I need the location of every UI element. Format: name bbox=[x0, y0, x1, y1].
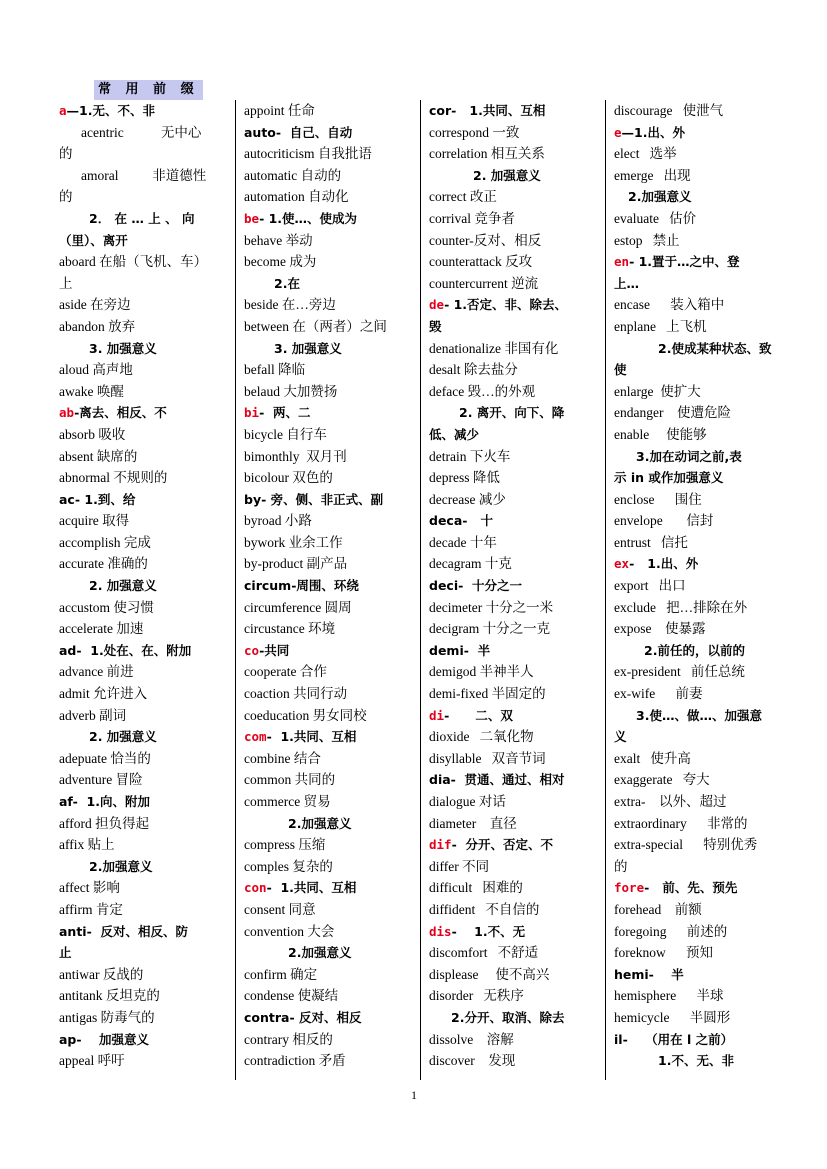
word-entry: correct 改正 bbox=[429, 189, 497, 205]
prefix-heading bbox=[244, 726, 404, 748]
prefix-label: fore bbox=[614, 880, 645, 896]
prefix-meaning: demi- 半 bbox=[429, 642, 491, 658]
word-entry: between 在（两者）之间 bbox=[244, 318, 387, 334]
sense-heading: 低、减少 bbox=[429, 426, 480, 442]
prefix-heading bbox=[244, 489, 404, 511]
word-entry: accurate 准确的 bbox=[59, 556, 148, 572]
word-entry: autocriticism 自我批语 bbox=[244, 146, 372, 162]
prefix-heading bbox=[429, 705, 589, 727]
word-entry: aside 在旁边 bbox=[59, 297, 131, 313]
prefix-meaning: af- 1.向、附加 bbox=[59, 794, 150, 809]
sense-heading: 3.加在动词之前,表 bbox=[636, 448, 742, 464]
sense-heading: 2. 离开、向下、降 bbox=[459, 405, 565, 421]
word-entry: diameter 直径 bbox=[429, 815, 517, 831]
prefix-meaning: -离去、相反、不 bbox=[74, 405, 167, 421]
word-entry: coaction 共同行动 bbox=[244, 686, 348, 702]
word-entry: evaluate 估价 bbox=[614, 210, 697, 226]
prefix-meaning: ac- 1.到、给 bbox=[59, 491, 136, 507]
word-entry: demigod 半神半人 bbox=[429, 664, 534, 680]
word-entry: emerge 出现 bbox=[614, 167, 691, 183]
word-entry: elect 选举 bbox=[614, 146, 677, 162]
prefix-heading bbox=[244, 1007, 404, 1029]
prefix-label: ab bbox=[59, 405, 75, 421]
sense-heading: 使 bbox=[614, 362, 627, 378]
word-entry: entrust 信托 bbox=[614, 534, 688, 550]
word-entry: afford 担负得起 bbox=[59, 815, 150, 831]
word-entry: automatic 自动的 bbox=[244, 167, 342, 183]
sense-heading: 2． 在 … 上 、 向 bbox=[89, 210, 195, 226]
word-entry: decagram 十克 bbox=[429, 556, 512, 572]
prefix-heading bbox=[614, 1029, 774, 1051]
word-entry: endanger 使遭危险 bbox=[614, 405, 731, 421]
prefix-meaning: - 1.否定、非、除去、 bbox=[444, 297, 568, 313]
word-entry: belaud 大加赞扬 bbox=[244, 383, 338, 399]
word-entry: amoral 非道德性 bbox=[81, 167, 207, 183]
word-entry: estop 禁止 bbox=[614, 232, 680, 248]
word-entry: discover 发现 bbox=[429, 1053, 516, 1069]
word-entry: circustance 环境 bbox=[244, 621, 336, 637]
word-entry: discomfort 不舒适 bbox=[429, 945, 539, 961]
word-entry: become 成为 bbox=[244, 254, 317, 270]
prefix-meaning: - 二、双 bbox=[444, 707, 513, 723]
prefix-heading bbox=[429, 921, 589, 943]
prefix-meaning: dia- 贯通、通过、相对 bbox=[429, 772, 565, 788]
prefix-meaning: cor- 1.共同、互相 bbox=[429, 103, 546, 118]
prefix-meaning: - 前、先、预先 bbox=[644, 880, 738, 896]
prefix-meaning: by- 旁、侧、非正式、副 bbox=[244, 491, 384, 507]
prefix-meaning: contra- 反对、相反 bbox=[244, 1009, 362, 1025]
prefix-heading bbox=[614, 964, 774, 986]
word-entry: decimeter 十分之一米 bbox=[429, 599, 554, 615]
prefix-meaning: —1.无、不、非 bbox=[66, 103, 155, 118]
word-entry: counterattack 反攻 bbox=[429, 254, 533, 270]
sense-heading: 2.加强意义 bbox=[288, 945, 352, 961]
word-entry: compress 压缩 bbox=[244, 837, 326, 853]
word-entry: hemisphere 半球 bbox=[614, 988, 724, 1004]
word-entry: correlation 相互关系 bbox=[429, 146, 545, 162]
word-entry: hemicycle 半圆形 bbox=[614, 1009, 731, 1025]
prefix-heading bbox=[244, 122, 404, 144]
word-entry: deface 毁…的外观 bbox=[429, 383, 536, 399]
word-entry: bywork 业余工作 bbox=[244, 534, 343, 550]
sense-heading: 2.在 bbox=[274, 275, 300, 291]
sense-heading: 2. 加强意义 bbox=[89, 578, 157, 594]
word-entry: acquire 取得 bbox=[59, 513, 130, 529]
word-entry: confirm 确定 bbox=[244, 966, 318, 982]
word-entry: beside 在…旁边 bbox=[244, 297, 336, 313]
prefix-meaning: circum-周围、环绕 bbox=[244, 578, 359, 594]
prefix-heading bbox=[59, 402, 219, 424]
prefix-meaning: - 1.使…、使成为 bbox=[259, 210, 358, 226]
word-entry: accustom 使习惯 bbox=[59, 599, 154, 615]
word-continuation: 的 bbox=[59, 146, 73, 162]
word-entry: acentric 无中心 bbox=[81, 124, 202, 140]
word-entry: aboard 在船（飞机、车） bbox=[59, 254, 208, 270]
word-entry: contradiction 矛盾 bbox=[244, 1053, 346, 1069]
sense-heading: 1.不、无、非 bbox=[658, 1053, 734, 1069]
sense-heading: 3. 加强意义 bbox=[274, 340, 342, 356]
word-entry: convention 大会 bbox=[244, 923, 335, 939]
prefix-label: com bbox=[244, 729, 267, 745]
word-entry: affect 影响 bbox=[59, 880, 120, 896]
word-entry: ex-wife 前妻 bbox=[614, 686, 703, 702]
column-2 bbox=[235, 100, 404, 1080]
prefix-meaning: —1.出、外 bbox=[621, 124, 685, 140]
word-entry: accelerate 加速 bbox=[59, 621, 144, 637]
sense-heading: 毁 bbox=[429, 318, 442, 334]
word-entry: desalt 除去盐分 bbox=[429, 362, 518, 378]
prefix-heading bbox=[59, 640, 219, 662]
word-entry: bicycle 自行车 bbox=[244, 426, 327, 442]
word-entry: countercurrent 逆流 bbox=[429, 275, 539, 291]
sense-heading: （里）、离开 bbox=[59, 232, 128, 248]
word-entry: expose 使暴露 bbox=[614, 621, 706, 637]
word-entry: foregoing 前述的 bbox=[614, 923, 728, 939]
prefix-label: dif bbox=[429, 837, 452, 853]
prefix-heading bbox=[429, 100, 589, 122]
prefix-heading bbox=[59, 1029, 219, 1051]
word-entry: displease 使不高兴 bbox=[429, 966, 550, 982]
column-4 bbox=[605, 100, 774, 1080]
word-entry: antigas 防毒气的 bbox=[59, 1009, 155, 1025]
sense-heading: 3.使…、做…、加强意 bbox=[636, 707, 762, 723]
word-entry: denationalize 非国有化 bbox=[429, 340, 559, 356]
word-entry: extra-special 特别优秀 bbox=[614, 837, 758, 853]
prefix-heading bbox=[429, 575, 589, 597]
prefix-meaning: - 1.共同、互相 bbox=[266, 729, 357, 745]
prefix-meaning: il- （用在 l 之前） bbox=[614, 1031, 734, 1047]
word-entry: disorder 无秩序 bbox=[429, 988, 524, 1004]
column-3 bbox=[420, 100, 589, 1080]
sense-heading: 2.加强意义 bbox=[628, 189, 692, 205]
sense-heading: 义 bbox=[614, 729, 627, 745]
word-entry: envelope 信封 bbox=[614, 513, 714, 529]
word-entry: antitank 反坦克的 bbox=[59, 988, 160, 1004]
prefix-heading bbox=[429, 640, 589, 662]
word-entry: accomplish 完成 bbox=[59, 534, 151, 550]
word-entry: admit 允许进入 bbox=[59, 686, 148, 702]
word-entry: decrease 减少 bbox=[429, 491, 506, 507]
word-entry: decade 十年 bbox=[429, 534, 497, 550]
word-entry: adepuate 恰当的 bbox=[59, 750, 151, 766]
prefix-heading bbox=[244, 877, 404, 899]
word-entry: behave 举动 bbox=[244, 232, 313, 248]
prefix-heading bbox=[614, 251, 774, 273]
word-entry: dissolve 溶解 bbox=[429, 1031, 514, 1047]
word-entry: awake 唤醒 bbox=[59, 383, 124, 399]
word-entry: cooperate 合作 bbox=[244, 664, 327, 680]
prefix-label: dis bbox=[429, 923, 452, 939]
sense-heading: 止 bbox=[59, 945, 72, 961]
word-entry: affix 贴上 bbox=[59, 837, 115, 853]
prefix-heading bbox=[244, 208, 404, 230]
word-entry: discourage 使泄气 bbox=[614, 103, 724, 118]
prefix-heading bbox=[244, 640, 404, 662]
word-entry: counter-反对、相反 bbox=[429, 232, 542, 248]
prefix-meaning: ap- 加强意义 bbox=[59, 1031, 149, 1047]
word-entry: abandon 放弃 bbox=[59, 318, 136, 334]
word-entry: detrain 下火车 bbox=[429, 448, 511, 464]
sense-heading: 3. 加强意义 bbox=[89, 340, 157, 356]
word-entry: disyllable 双音节词 bbox=[429, 750, 546, 766]
prefix-meaning: - 1.共同、互相 bbox=[266, 880, 357, 896]
word-entry: dioxide 二氧化物 bbox=[429, 729, 534, 745]
sense-heading: 2. 加强意义 bbox=[89, 729, 157, 745]
word-entry: differ 不同 bbox=[429, 858, 490, 874]
prefix-heading bbox=[429, 294, 589, 316]
prefix-heading bbox=[244, 575, 404, 597]
prefix-label: bi bbox=[244, 405, 260, 421]
word-entry: difficult 困难的 bbox=[429, 880, 523, 896]
word-entry: extra- 以外、超过 bbox=[614, 794, 727, 809]
word-entry: ex-president 前任总统 bbox=[614, 664, 745, 680]
word-entry: forehead 前额 bbox=[614, 901, 702, 917]
word-entry: common 共同的 bbox=[244, 772, 336, 788]
prefix-label: ex bbox=[614, 556, 630, 572]
word-entry: appeal 呼吁 bbox=[59, 1053, 125, 1069]
word-entry: enlarge 使扩大 bbox=[614, 383, 701, 399]
word-entry: correspond 一致 bbox=[429, 124, 520, 140]
word-continuation: 的 bbox=[59, 189, 73, 205]
prefix-heading bbox=[614, 553, 774, 575]
word-entry: corrival 竞争者 bbox=[429, 210, 515, 226]
word-entry: affirm 肯定 bbox=[59, 901, 123, 917]
word-entry: enable 使能够 bbox=[614, 426, 707, 442]
word-entry: adverb 副词 bbox=[59, 707, 127, 723]
word-entry: absorb 吸收 bbox=[59, 426, 126, 442]
sense-heading: 2.前任的，以前的 bbox=[644, 642, 745, 658]
prefix-meaning: - 两、二 bbox=[259, 405, 311, 421]
word-entry: encase 装入箱中 bbox=[614, 297, 725, 313]
word-entry: appoint 任命 bbox=[244, 103, 315, 118]
prefix-label: a bbox=[59, 103, 67, 118]
prefix-label: co bbox=[244, 642, 260, 658]
word-entry: dialogue 对话 bbox=[429, 794, 506, 809]
sense-heading: 2.分开、取消、除去 bbox=[451, 1009, 565, 1025]
sense-heading: 2.使成某种状态、致 bbox=[658, 340, 772, 356]
word-entry: export 出口 bbox=[614, 578, 686, 594]
word-entry: combine 结合 bbox=[244, 750, 321, 766]
word-entry: foreknow 预知 bbox=[614, 945, 713, 961]
prefix-meaning: ad- 1.处在、在、附加 bbox=[59, 642, 192, 658]
word-entry: aloud 高声地 bbox=[59, 362, 133, 378]
prefix-label: en bbox=[614, 254, 630, 270]
prefix-meaning: anti- 反对、相反、防 bbox=[59, 923, 188, 939]
prefix-heading bbox=[429, 769, 589, 791]
prefix-label: be bbox=[244, 210, 260, 226]
word-entry: exclude 把…排除在外 bbox=[614, 599, 748, 615]
word-entry: depress 降低 bbox=[429, 470, 500, 486]
word-continuation: 的 bbox=[614, 858, 628, 874]
word-entry: abnormal 不规则的 bbox=[59, 470, 168, 486]
word-entry: advance 前进 bbox=[59, 664, 134, 680]
word-entry: befall 降临 bbox=[244, 362, 306, 378]
word-entry: contrary 相反的 bbox=[244, 1031, 333, 1047]
word-entry: automation 自动化 bbox=[244, 189, 349, 205]
sense-heading: 2.加强意义 bbox=[288, 815, 352, 831]
word-entry: bicolour 双色的 bbox=[244, 470, 333, 486]
word-entry: consent 同意 bbox=[244, 901, 316, 917]
prefix-label: di bbox=[429, 707, 445, 723]
prefix-heading bbox=[614, 877, 774, 899]
word-entry: enplane 上飞机 bbox=[614, 318, 707, 334]
prefix-heading bbox=[59, 921, 219, 943]
page-number: 1 bbox=[411, 1088, 417, 1102]
word-entry: comples 复杂的 bbox=[244, 858, 333, 874]
word-entry: circumference 圆周 bbox=[244, 599, 352, 615]
word-continuation: 上 bbox=[59, 275, 73, 291]
prefix-heading bbox=[59, 791, 219, 813]
prefix-heading bbox=[59, 489, 219, 511]
prefix-heading bbox=[59, 100, 219, 122]
sense-heading: 2. 加强意义 bbox=[473, 167, 541, 183]
prefix-label: e bbox=[614, 124, 622, 140]
prefix-meaning: - 1.出、外 bbox=[629, 556, 699, 572]
prefix-meaning: deca- 十 bbox=[429, 513, 494, 529]
word-entry: exalt 使升高 bbox=[614, 750, 691, 766]
word-entry: adventure 冒险 bbox=[59, 772, 143, 788]
prefix-meaning: -共同 bbox=[259, 642, 290, 658]
word-entry: exaggerate 夸大 bbox=[614, 772, 710, 788]
word-entry: condense 使凝结 bbox=[244, 988, 339, 1004]
sense-heading: 2.加强意义 bbox=[89, 858, 153, 874]
prefix-meaning: - 分开、否定、不 bbox=[451, 837, 553, 853]
word-entry: coeducation 男女同校 bbox=[244, 707, 367, 723]
prefix-heading bbox=[614, 122, 774, 144]
prefix-meaning: deci- 十分之一 bbox=[429, 578, 523, 594]
word-entry: decigram 十分之一克 bbox=[429, 621, 551, 637]
prefix-meaning: auto- 自己、自动 bbox=[244, 124, 353, 140]
word-entry: extraordinary 非常的 bbox=[614, 815, 748, 831]
word-entry: bimonthly 双月刊 bbox=[244, 448, 347, 464]
column-1 bbox=[59, 100, 219, 1072]
prefix-meaning: hemi- 半 bbox=[614, 966, 684, 982]
prefix-label: con bbox=[244, 880, 267, 896]
word-entry: antiwar 反战的 bbox=[59, 966, 144, 982]
prefix-meaning: - 1.不、无 bbox=[451, 923, 526, 939]
sense-heading: 示 in 或作加强意义 bbox=[614, 470, 724, 486]
prefix-meaning: - 1.置于…之中、登 bbox=[629, 254, 740, 270]
word-entry: enclose 围住 bbox=[614, 491, 702, 507]
prefix-heading bbox=[429, 510, 589, 532]
word-entry: by-product 副产品 bbox=[244, 556, 348, 572]
word-entry: diffident 不自信的 bbox=[429, 901, 540, 917]
word-entry: demi-fixed 半固定的 bbox=[429, 686, 546, 702]
word-entry: byroad 小路 bbox=[244, 513, 312, 529]
word-entry: commerce 贸易 bbox=[244, 794, 331, 809]
prefix-heading bbox=[244, 402, 404, 424]
prefix-label: de bbox=[429, 297, 445, 313]
page-title: 常 用 前 缀 bbox=[94, 80, 203, 100]
word-entry: absent 缺席的 bbox=[59, 448, 138, 464]
sense-heading: 上… bbox=[614, 275, 640, 291]
prefix-heading bbox=[429, 834, 589, 856]
